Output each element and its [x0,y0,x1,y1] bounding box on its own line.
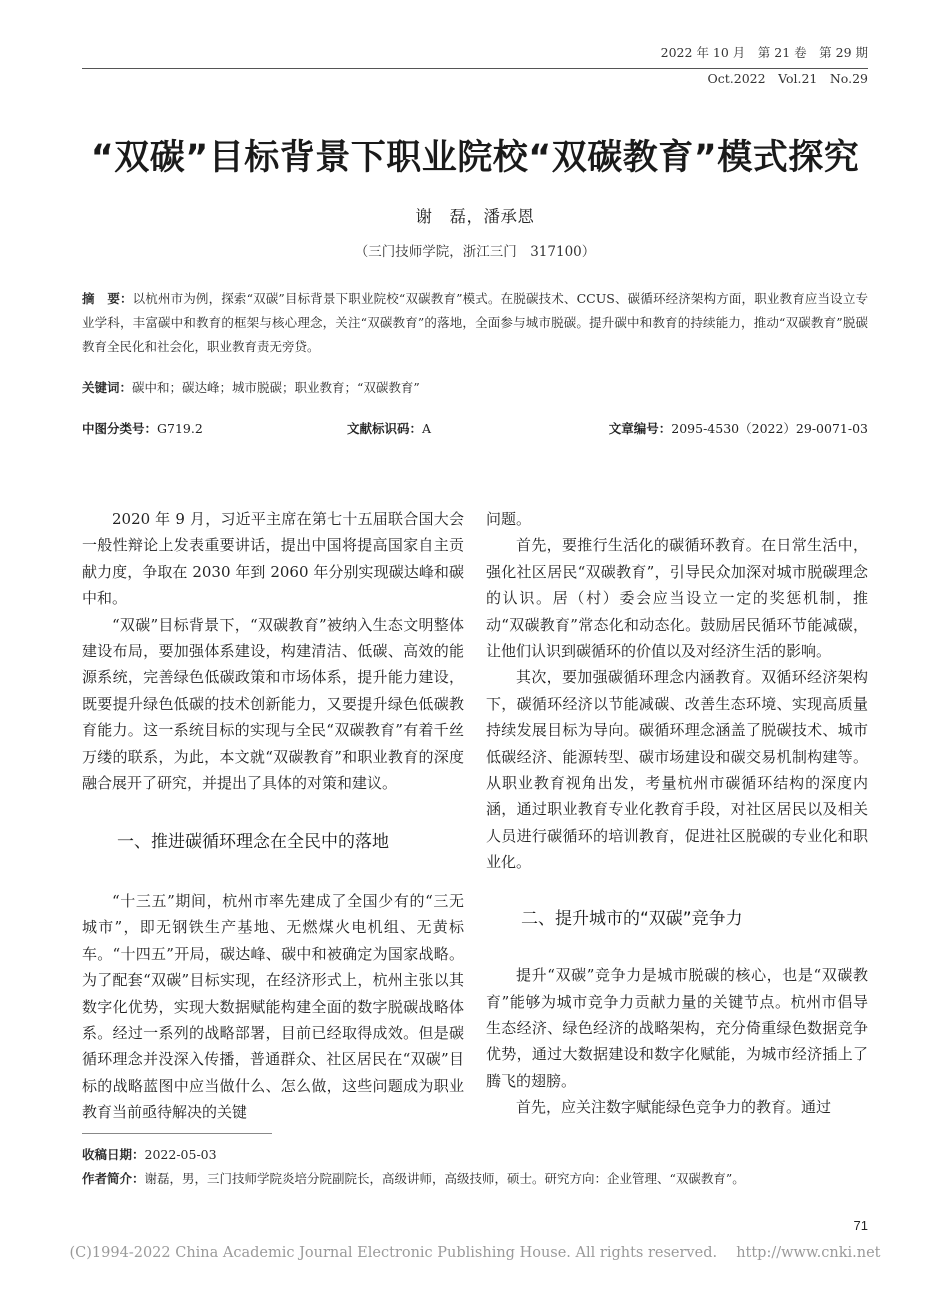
keywords-label: 关键词： [82,380,133,395]
identifiers-row [82,419,868,439]
paragraph: 提升“双碳”竞争力是城市脱碳的核心，也是“双碳教育”能够为城市竞争力贡献力量的关键节点。杭州市倡导生态经济、绿色经济的战略架构，充分倚重绿色数据竞争优势，通过大数据建设和数字化赋能，为城市经济插上了腾飞的翅膀。 [486,966,868,1090]
paragraph: 2020 年 9 月，习近平主席在第七十五届联合国大会一般性辩论上发表重要讲话，提出中国将提高国家自主贡献力度，争取在 2030 年到 2060 年分别实现碳达峰和碳中和。 [82,510,464,608]
abstract-label: 摘 要： [82,291,133,306]
paragraph: 首先，要推行生活化的碳循环教育。在日常生活中，强化社区居民“双碳教育”，引导民众加深对城市脱碳理念的认识。居（村）委会应当设立一定的奖惩机制，推动“双碳教育”常态化和动态化。鼓励居民循环节能减碳，让他们认识到碳循环的价值以及对经济生活的影响。 [486,536,868,661]
keywords-text: 碳中和；碳达峰；城市脱碳；职业教育；“双碳教育” [132,380,420,395]
abstract-text: 以杭州市为例，探索“双碳”目标背景下职业院校“双碳教育”模式。在脱碳技术、CCUS、碳循环经济架构方面，职业教育应当设立专业学科，丰富碳中和教育的框架与核心理念，关注“双碳教育”的落地，全面参与城市脱碳。提升碳中和教育的持续能力，推动“双碳教育”脱碳教育全民化和社会化，职业教育责无旁贷。 [82,291,868,354]
paragraph: “双碳”目标背景下，“双碳教育”被纳入生态文明整体建设布局，要加强体系建设，构建清洁、低碳、高效的能源系统，完善绿色低碳政策和市场体系，提升能力建设，既要提升绿色低碳的技术创新能力，又要提升绿色低碳教育能力。这一系统目标的实现与全民“双碳教育”有着千丝万缕的联系，为此，本文就“双碳教育”和职业教育的深度融合展开了研究，并提出了具体的对策和建议。 [82,615,464,793]
body-right-column [486,506,868,1121]
header-rule [82,68,868,69]
page-number: 71 [853,1218,868,1233]
received-date: 收稿日期：2022-05-03 [82,1147,217,1162]
section-heading-2: 二、提升城市的“双碳”竞争力 [521,908,743,929]
section-heading-1: 一、推进碳循环理念在全民中的落地 [117,832,389,853]
cnki-watermark: (C)1994-2022 China Academic Journal Electronic Publishing House. All rights reserved. http://www.cnki.net [69,1245,881,1261]
footnote-rule [82,1133,272,1134]
article-number: 文章编号：2095-4530（2022）29-0071-03 [608,421,868,436]
journal-issue-en: Oct.2022 Vol.21 No.29 [707,71,868,86]
body-left-column [82,506,464,1126]
paper-title: “双碳”目标背景下职业院校“双碳教育”模式探究 [90,138,860,178]
authors: 谢 磊，潘承恩 [415,207,535,226]
affiliation: （三门技师学院，浙江三门 317100） [354,244,596,260]
abstract [82,287,868,359]
clc-number: 中图分类号：G719.2 [82,421,203,436]
paragraph: “十三五”期间，杭州市率先建成了全国少有的“三无城市”，即无钢铁生产基地、无燃煤火电机组、无黄标车。“十四五”开局，碳达峰、碳中和被确定为国家战略。为了配套“双碳”目标实现，在经济形式上，杭州主张以其数字化优势，实现大数据赋能构建全面的数字脱碳战略体系。经过一系列的战略部署，目前已经取得成效。但是碳循环理念并没深入传播，普通群众、社区居民在“双碳”目标的战略蓝图中应当做什么、怎么做，这些问题成为职业教育当前亟待解决的关键 [82,891,464,1122]
paragraph: 首先，应关注数字赋能绿色竞争力的教育。通过 [516,1098,832,1117]
keywords [82,376,868,400]
paragraph: 其次，要加强碳循环理念内涵教育。双循环经济架构下，碳循环经济以节能减碳、改善生态环境、实现高质量持续发展目标为导向。碳循环理念涵盖了脱碳技术、城市低碳经济、能源转型、碳市场建设和碳交易机制构建等。从职业教育视角出发，考量杭州市碳循环结构的深度内涵，通过职业教育专业化教育手段，对社区居民以及相关人员进行碳循环的培训教育，促进社区脱碳的专业化和职业化。 [486,668,868,872]
paragraph: 问题。 [486,510,532,528]
journal-issue-cn: 2022 年 10 月 第 21 卷 第 29 期 [660,45,868,60]
author-bio: 作者简介：谢磊，男，三门技师学院炎培分院副院长，高级讲师，高级技师，硕士。研究方向：企业管理、“双碳教育”。 [82,1171,745,1186]
document-code: 文献标识码：A [347,421,432,436]
